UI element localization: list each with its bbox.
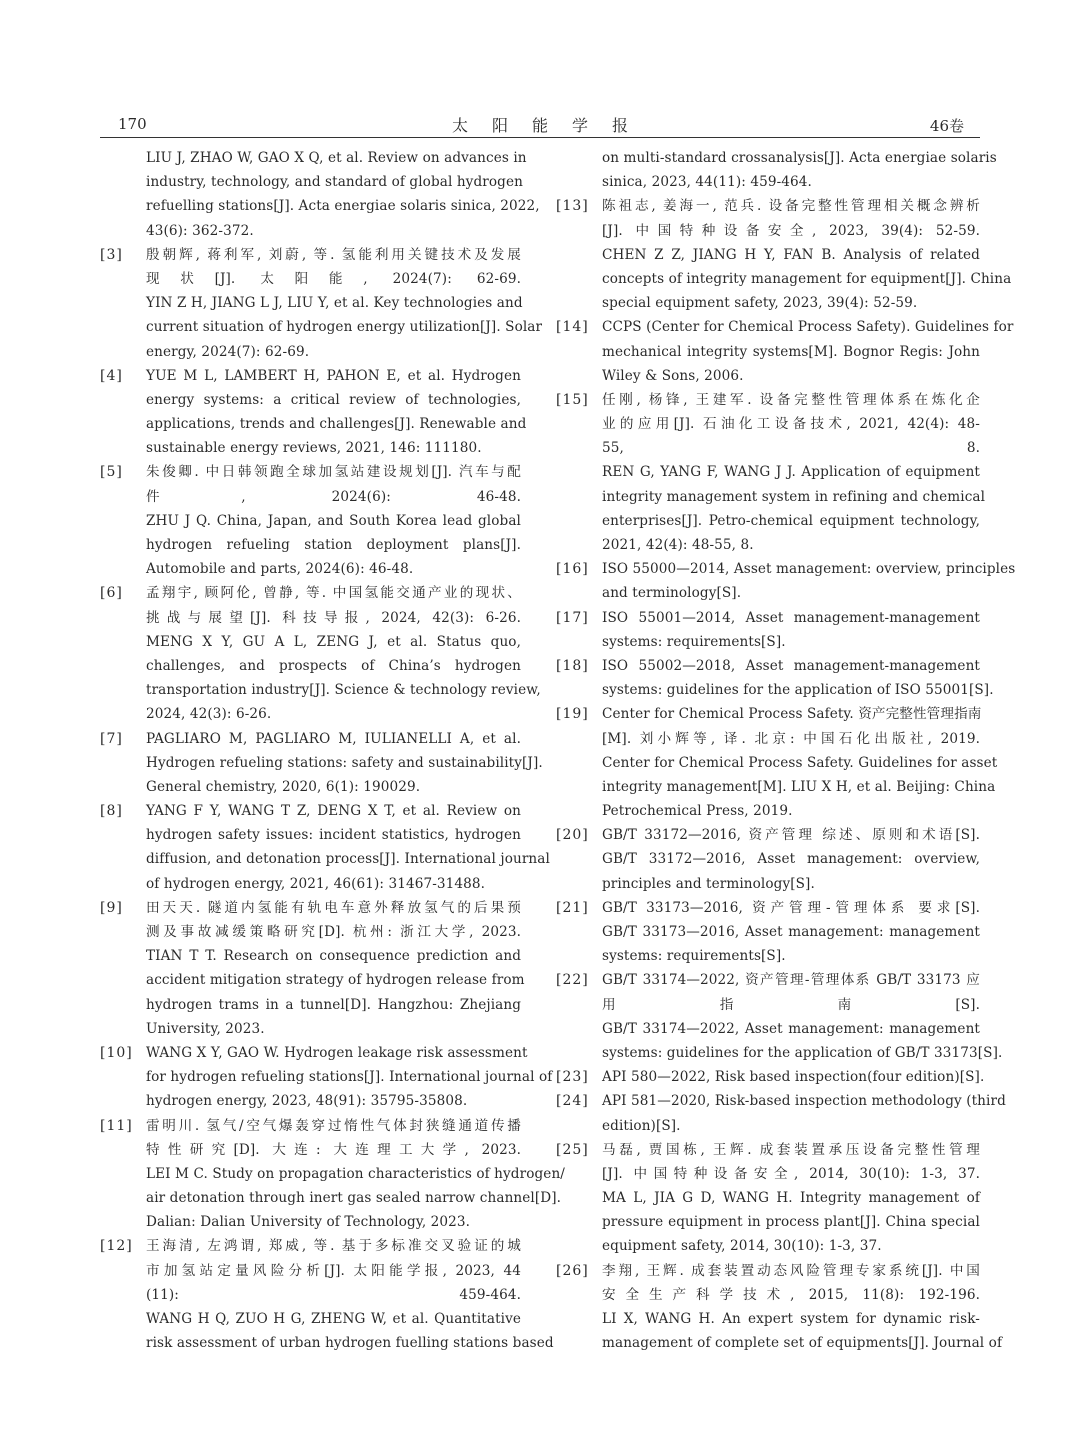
reference-line: Dalian: Dalian University of Technology, 2023. [146,1214,471,1231]
reference-line: 王海清, 左鸿谓, 郑威, 等. 基于多标准交叉验证的城 [146,1238,521,1255]
reference-line: LI X, WANG H. An expert system for dynamic risk- [602,1311,980,1327]
reference-line: challenges, and prospects of China’s hydrogen [146,657,521,674]
reference-line: integrity management system in refining and chemical [602,488,986,505]
reference-item [100,243,543,364]
reference-line: management of complete set of equipments[J]. Journal of [602,1335,1003,1352]
reference-line: integrity management[M]. LIU X H, et al. Beijing: China [602,778,996,795]
reference-line: 现状[J]. 太阳能, 2024(7): 62-69. [146,270,521,287]
reference-number: [20] [556,827,589,844]
reference-line: PAGLIARO M, PAGLIARO M, IULIANELLI A, et al. [146,730,521,747]
reference-line: Center for Chemical Process Safety. 资产完整性管理指南 [602,706,982,723]
reference-number: [5] [100,464,123,481]
reference-number: [4] [100,367,123,384]
reference-line: CCPS (Center for Chemical Process Safety). Guidelines for [602,319,1014,336]
reference-line: (11): 459-464. [146,1286,521,1303]
reference-line: 李翔, 王辉. 成套装置动态风险管理专家系统[J]. 中国 [602,1262,980,1279]
reference-line: GB/T 33172—2016, Asset management: overview, [602,851,980,868]
reference-number: [26] [556,1262,589,1279]
reference-line: current situation of hydrogen energy utilization[J]. Solar [146,319,543,336]
reference-item [100,727,543,800]
reference-line: 2024, 42(3): 6-26. [146,706,272,723]
reference-line: hydrogen safety issues: incident statistics, hydrogen [146,827,521,844]
reference-item [100,364,527,461]
reference-line: REN G, YANG F, WANG J J. Application of equipment [602,464,980,481]
reference-line: Center for Chemical Process Safety. Guidelines for asset [602,754,998,771]
reference-line: energy systems: a critical review of technologies, [146,391,521,408]
reference-line: 2021, 42(4): 48-55, 8. [602,537,754,553]
reference-line: GB/T 33174—2022, 资产管理-管理体系 GB/T 33173 应 [602,972,980,989]
reference-item [100,799,550,896]
reference-line: Automobile and parts, 2024(6): 46-48. [146,561,414,578]
reference-line: systems: requirements[S]. [602,948,786,965]
reference-item [556,606,980,654]
reference-number: [19] [556,706,589,723]
volume-label: 46卷 [929,117,964,135]
reference-item [556,315,1014,388]
reference-number: [15] [556,391,589,408]
reference-line: [J]. 中国特种设备安全, 2014, 30(10): 1-3, 37. [602,1165,980,1182]
reference-line: energy, 2024(7): 62-69. [146,343,310,360]
reference-line: 朱俊卿. 中日韩领跑全球加氢站建设规划[J]. 汽车与配 [146,464,521,481]
reference-item [100,460,521,581]
reference-number: [10] [100,1044,133,1061]
reference-line: and terminology[S]. [602,585,742,602]
reference-line: 用指南[S]. [602,996,980,1013]
reference-line: TIAN T T. Research on consequence prediction and [146,948,521,965]
reference-line: [M]. 刘小辉等, 译. 北京: 中国石化出版社, 2019. [602,730,980,747]
reference-item [100,896,525,1041]
reference-line: GB/T 33173—2016, Asset management: management [602,924,980,940]
reference-item [556,1259,1003,1356]
reference-line: principles and terminology[S]. [602,875,815,892]
reference-line: air detonation through inert gas sealed narrow channel[D]. [146,1190,562,1207]
reference-line: 55, 8. [602,440,980,457]
page-header [100,113,980,138]
reference-number: [3] [100,246,123,263]
reference-line: YANG F Y, WANG T Z, DENG X T, et al. Review on [146,803,521,820]
reference-item [556,146,997,194]
reference-line: University, 2023. [146,1020,265,1037]
reference-line: ISO 55002—2018, Asset management-management [602,657,980,674]
reference-line: risk assessment of urban hydrogen fuelling stations based [146,1335,554,1352]
reference-line: ISO 55000—2014, Asset management: overview, principles [602,561,1016,578]
reference-line: 挑战与展望[J]. 科技导报, 2024, 42(3): 6-26. [146,609,521,626]
reference-item [556,1089,1006,1137]
reference-line: sinica, 2023, 44(11): 459-464. [602,174,812,191]
reference-number: [23] [556,1069,589,1086]
reference-number: [8] [100,803,123,820]
reference-item [100,581,541,726]
reference-item [556,823,980,896]
reference-line: 市加氢站定量风险分析[J]. 太阳能学报, 2023, 44 [146,1262,521,1279]
reference-line: industry, technology, and standard of global hydrogen [146,174,523,191]
reference-line: diffusion, and detonation process[J]. International journal [146,851,550,868]
reference-line: YIN Z H, JIANG L J, LIU Y, et al. Key technologies and [146,295,523,312]
journal-title: 太阳能学报 [451,116,652,135]
reference-line: Wiley & Sons, 2006. [602,367,744,384]
reference-line: enterprises[J]. Petro-chemical equipment technology, [602,512,980,529]
reference-line: MA L, JIA G D, WANG H. Integrity management of [602,1190,980,1207]
reference-line: Hydrogen refueling stations: safety and sustainability[J]. [146,754,543,771]
reference-line: transportation industry[J]. Science & technology review, [146,682,541,699]
reference-item [556,194,1012,315]
reference-item [556,1138,980,1259]
reference-line: systems: guidelines for the application of ISO 55001[S]. [602,682,994,699]
reference-line: 雷明川. 氢气/空气爆轰穿过惰性气体封狭缝通道传播 [146,1117,521,1134]
reference-item [556,654,994,702]
reference-line: 特性研究[D]. 大连: 大连理工大学, 2023. [146,1141,521,1158]
reference-line: API 580—2022, Risk based inspection(four edition)[S]. [602,1069,985,1086]
reference-line: ISO 55001—2014, Asset management-management [602,609,980,626]
reference-line: 安全生产科学技术, 2015, 11(8): 192-196. [602,1286,980,1303]
reference-line: 测及事故减缓策略研究[D]. 杭州: 浙江大学, 2023. [146,924,521,940]
reference-item [100,1041,553,1114]
reference-number: [6] [100,585,123,602]
reference-item [556,1065,985,1089]
reference-item [556,388,986,557]
reference-line: 43(6): 362-372. [146,222,254,239]
reference-item [556,702,998,823]
reference-line: 件, 2024(6): 46-48. [146,488,521,505]
reference-line: edition)[S]. [602,1117,681,1134]
reference-number: [16] [556,561,589,578]
reference-line: 陈祖志, 姜海一, 范兵. 设备完整性管理相关概念辨析 [602,198,980,215]
reference-line: CHEN Z Z, JIANG H Y, FAN B. Analysis of related [602,246,980,263]
reference-line: WANG H Q, ZUO H G, ZHENG W, et al. Quantitative [146,1311,521,1327]
reference-item [556,896,980,969]
right-column [556,146,1016,1355]
reference-line: LIU J, ZHAO W, GAO X Q, et al. Review on advances in [146,150,527,166]
reference-number: [18] [556,657,589,674]
reference-number: [9] [100,899,123,916]
reference-line: refuelling stations[J]. Acta energiae solaris sinica, 2022, [146,198,540,215]
reference-line: GB/T 33174—2022, Asset management: management [602,1020,980,1037]
reference-line: 田天天. 隧道内氢能有轨电车意外释放氢气的后果预 [146,899,521,916]
reference-item [100,1114,565,1235]
reference-number: [17] [556,609,589,626]
reference-line: LEI M C. Study on propagation characteristics of hydrogen/ [146,1165,565,1182]
reference-line: systems: requirements[S]. [602,633,786,650]
reference-line: 任刚, 杨锋, 王建军. 设备完整性管理体系在炼化企 [602,391,980,408]
reference-line: pressure equipment in process plant[J]. China special [602,1214,980,1231]
reference-line: sustainable energy reviews, 2021, 146: 111180. [146,440,482,457]
reference-line: hydrogen trams in a tunnel[D]. Hangzhou: Zhejiang [146,996,521,1013]
reference-line: of hydrogen energy, 2021, 46(61): 31467-31488. [146,875,486,892]
reference-number: [11] [100,1117,133,1134]
reference-line: systems: guidelines for the application of GB/T 33173[S]. [602,1044,1003,1061]
reference-item [556,557,1016,605]
reference-line: concepts of integrity management for equipment[J]. China [602,270,1012,287]
page-number: 170 [118,115,147,133]
reference-number: [25] [556,1141,589,1158]
reference-item [556,968,1003,1065]
reference-line: hydrogen energy, 2023, 48(91): 35795-35808. [146,1093,468,1110]
reference-line: equipment safety, 2014, 30(10): 1-3, 37. [602,1238,882,1255]
reference-line: MENG X Y, GU A L, ZENG J, et al. Status quo, [146,633,521,650]
reference-number: [7] [100,730,123,747]
left-column [100,146,565,1355]
reference-number: [21] [556,899,589,916]
reference-number: [12] [100,1238,133,1255]
reference-line: 殷朝辉, 蒋利军, 刘蔚, 等. 氢能利用关键技术及发展 [146,246,521,263]
reference-line: ZHU J Q. China, Japan, and South Korea lead global [146,512,521,529]
reference-line: Petrochemical Press, 2019. [602,803,793,820]
reference-number: [14] [556,319,589,336]
reference-line: mechanical integrity systems[M]. Bognor Regis: John [602,343,980,360]
reference-line: accident mitigation strategy of hydrogen release from [146,972,525,989]
reference-line: applications, trends and challenges[J]. Renewable and [146,416,527,433]
reference-line: General chemistry, 2020, 6(1): 190029. [146,778,421,795]
reference-item [100,1234,554,1355]
reference-line: on multi-standard crossanalysis[J]. Acta energiae solaris [602,150,997,166]
reference-line: 马磊, 贾国栋, 王辉. 成套装置承压设备完整性管理 [602,1141,980,1158]
reference-line: special equipment safety, 2023, 39(4): 52-59. [602,295,918,312]
reference-line: GB/T 33173—2016, 资产管理-管理体系 要求[S]. [602,899,980,916]
reference-line: WANG X Y, GAO W. Hydrogen leakage risk assessment [146,1044,528,1061]
reference-line: API 581—2020, Risk-based inspection methodology (third [602,1093,1006,1110]
reference-line: [J]. 中国特种设备安全, 2023, 39(4): 52-59. [602,222,980,239]
reference-line: GB/T 33172—2016, 资产管理 综述、原则和术语[S]. [602,827,980,844]
reference-number: [24] [556,1093,589,1110]
reference-line: 业的应用[J]. 石油化工设备技术, 2021, 42(4): 48- [602,416,980,433]
reference-line: for hydrogen refueling stations[J]. International journal of [146,1069,553,1086]
reference-item [100,146,540,243]
reference-line: 孟翔宇, 顾阿伦, 曾静, 等. 中国氢能交通产业的现状、 [146,585,521,602]
reference-number: [22] [556,972,589,989]
reference-line: hydrogen refueling station deployment plans[J]. [146,537,521,553]
reference-number: [13] [556,198,589,215]
reference-line: YUE M L, LAMBERT H, PAHON E, et al. Hydrogen [146,367,521,384]
